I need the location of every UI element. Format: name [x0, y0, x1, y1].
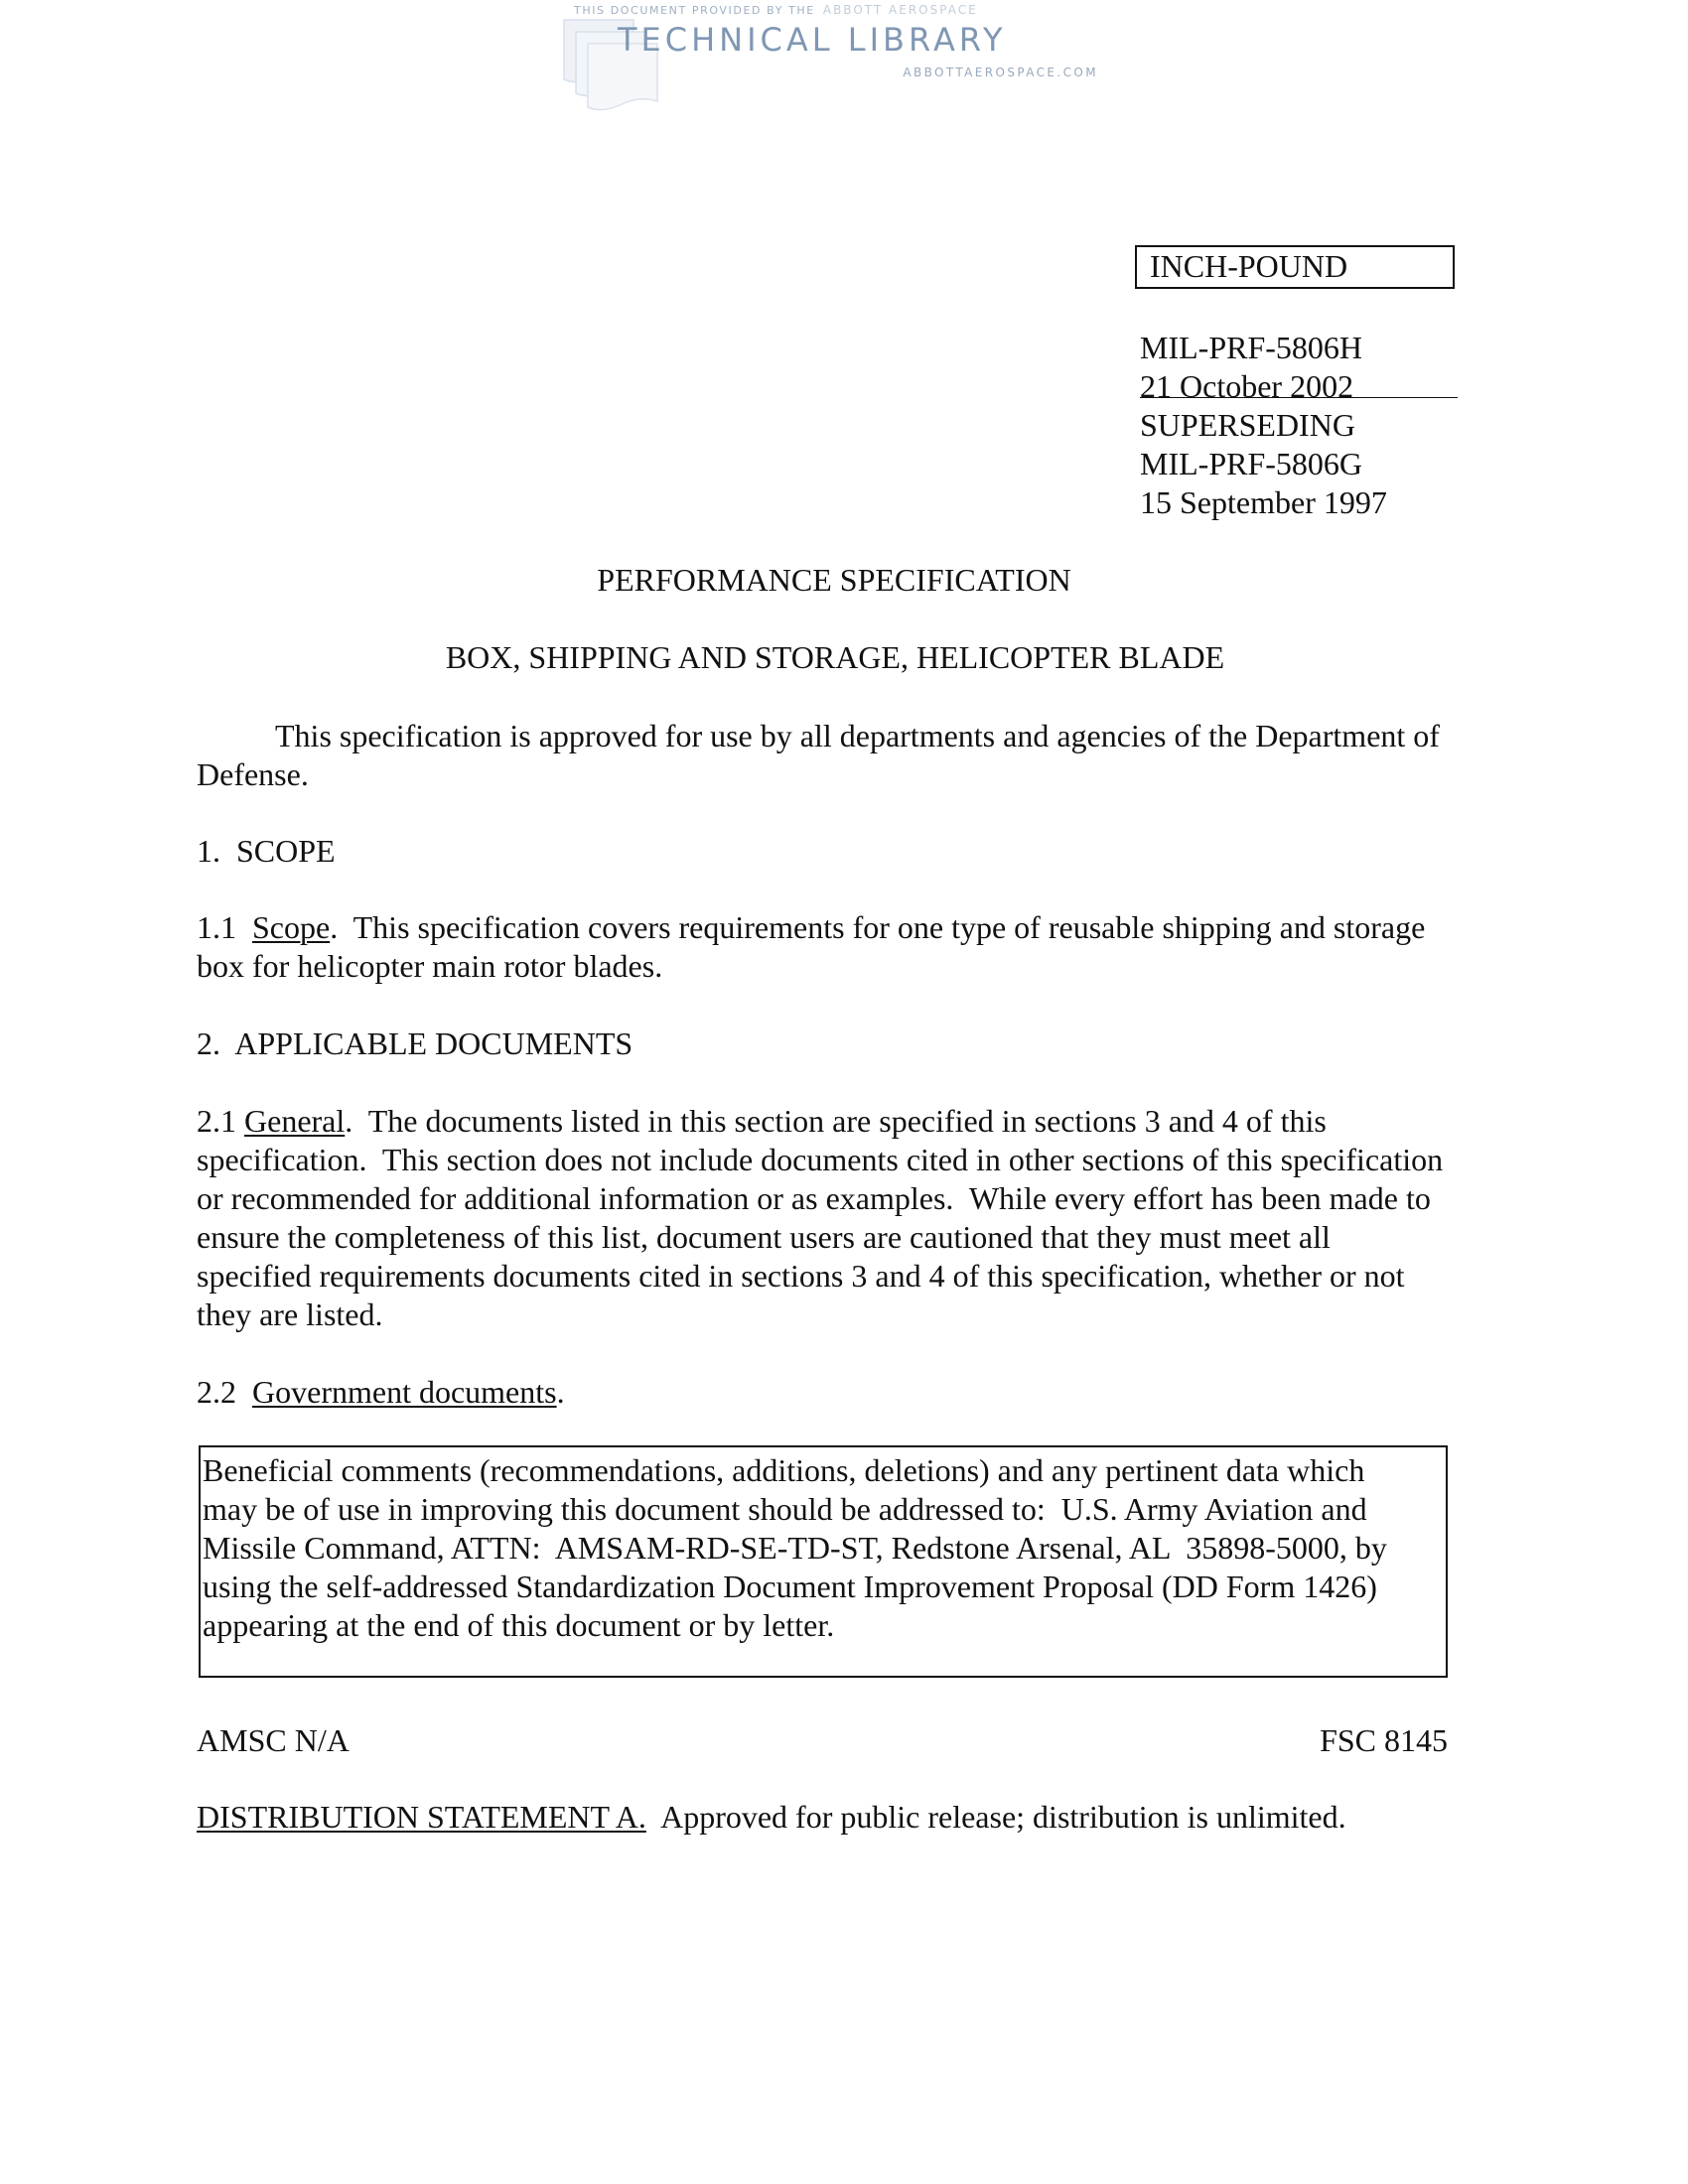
- section-2-1-number: 2.1: [197, 1103, 236, 1139]
- comments-line-2: may be of use in improving this document should be addressed to: U.S. Army Aviation and: [203, 1491, 1367, 1527]
- comments-line-1: Beneficial comments (recommendations, additions, deletions) and any pertinent data which: [203, 1452, 1365, 1488]
- section-1-1-text: . This specification covers requirements for one type of reusable shipping and storage: [330, 909, 1426, 945]
- section-2-2-heading: [197, 1373, 565, 1412]
- section-2-1-line-5: specified requirements documents cited in sections 3 and 4 of this specification, whether or not: [197, 1258, 1405, 1294]
- section-2-1-text: . The documents listed in this section are specified in sections 3 and 4 of this: [345, 1103, 1327, 1139]
- spec-type-title: PERFORMANCE SPECIFICATION: [597, 562, 1071, 598]
- watermark-url: ABBOTTAEROSPACE.COM: [903, 66, 1098, 79]
- section-2-1-line-4: ensure the completeness of this list, document users are cautioned that they must meet all: [197, 1219, 1331, 1255]
- comments-line-4: using the self-addressed Standardization Document Improvement Proposal (DD Form 1426): [203, 1569, 1377, 1604]
- superseded-date: 15 September 1997: [1140, 484, 1387, 520]
- watermark-title: TECHNICAL LIBRARY: [618, 21, 1007, 59]
- distribution-text: Approved for public release; distribution is unlimited.: [645, 1799, 1346, 1835]
- approval-line-1: This specification is approved for use by all departments and agencies of the Department of: [275, 718, 1440, 753]
- section-2-2-number: 2.2: [197, 1374, 236, 1410]
- section-2-2-suffix: .: [556, 1374, 565, 1410]
- section-1-1-title: Scope: [252, 909, 331, 945]
- document-number: MIL-PRF-5806H: [1140, 330, 1363, 365]
- section-2-1-line-6: they are listed.: [197, 1297, 383, 1332]
- approval-line-2: Defense.: [197, 756, 309, 792]
- section-2-2-title: Government documents: [252, 1374, 557, 1410]
- watermark-brand: ABBOTT AEROSPACE: [822, 3, 978, 17]
- section-2-1-line-3: or recommended for additional information or as examples. While every effort has been made to: [197, 1180, 1431, 1216]
- fsc-label: FSC 8145: [1320, 1722, 1448, 1758]
- section-2-1-line-1: [197, 1102, 1327, 1141]
- section-1-1-line-2: box for helicopter main rotor blades.: [197, 948, 663, 984]
- document-date: 21 October 2002: [1140, 368, 1354, 404]
- distribution-statement: [197, 1798, 1346, 1837]
- section-1-1-line-1: [197, 908, 1425, 947]
- date-underline: [1140, 397, 1458, 398]
- section-2-heading: 2. APPLICABLE DOCUMENTS: [197, 1025, 633, 1061]
- section-2-1-title: General: [244, 1103, 346, 1139]
- superseding-label: SUPERSEDING: [1140, 407, 1355, 443]
- unit-system-label: INCH-POUND: [1150, 248, 1348, 284]
- distribution-label: DISTRIBUTION STATEMENT A.: [197, 1799, 646, 1835]
- beneficial-comments-box: [199, 1445, 1448, 1678]
- comments-line-3: Missile Command, ATTN: AMSAM-RD-SE-TD-ST, Redstone Arsenal, AL 35898-5000, by: [203, 1530, 1387, 1566]
- amsc-label: AMSC N/A: [197, 1722, 350, 1758]
- watermark-provided-text: THIS DOCUMENT PROVIDED BY THE: [574, 4, 815, 17]
- superseded-number: MIL-PRF-5806G: [1140, 446, 1363, 481]
- section-1-heading: 1. SCOPE: [197, 833, 336, 869]
- spec-subject-title: BOX, SHIPPING AND STORAGE, HELICOPTER BLADE: [445, 639, 1225, 675]
- comments-line-5: appearing at the end of this document or by letter.: [203, 1607, 835, 1643]
- section-2-1-line-2: specification. This section does not include documents cited in other sections of this specification: [197, 1142, 1444, 1177]
- section-1-1-number: 1.1: [197, 909, 236, 945]
- watermark-provided-by: [574, 2, 978, 18]
- technical-library-watermark: [556, 0, 1112, 117]
